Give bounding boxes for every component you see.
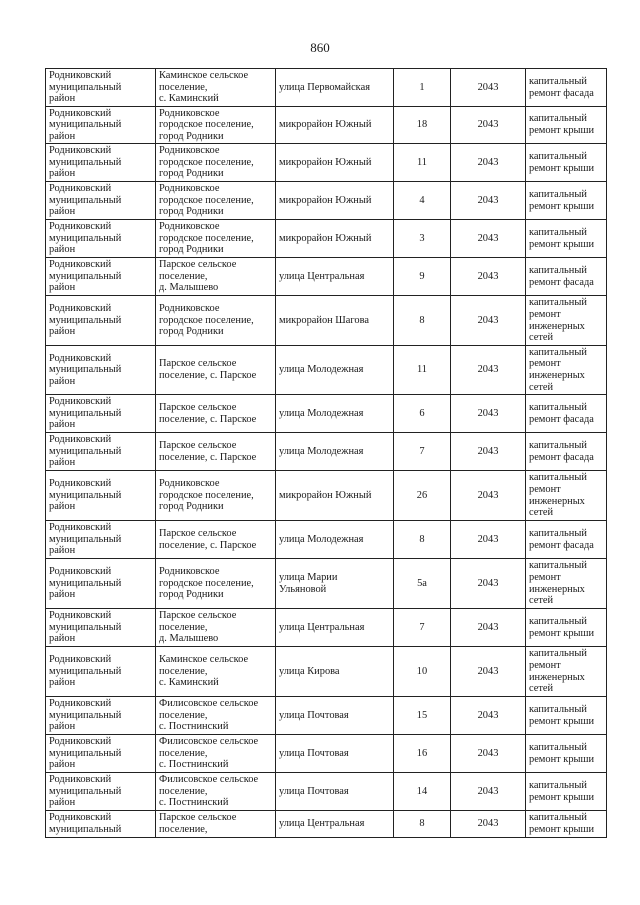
district-cell: Родниковский муниципальный район [46, 433, 156, 471]
street-cell: улица Молодежная [276, 346, 394, 395]
page-number: 860 [310, 40, 330, 55]
street-cell: микрорайон Южный [276, 220, 394, 258]
table-row [46, 144, 607, 182]
work-type-cell: капитальный ремонт инженерных сетей [526, 471, 607, 521]
year-cell: 2043 [451, 296, 526, 346]
district-cell: Родниковский муниципальный район [46, 395, 156, 433]
district-cell: Родниковский муниципальный район [46, 144, 156, 182]
district-cell: Родниковский муниципальный район [46, 69, 156, 107]
year-cell: 2043 [451, 697, 526, 735]
table-row [46, 471, 607, 521]
settlement-cell: Парское сельское поселение, с. Парское [156, 346, 276, 395]
table-row [46, 735, 607, 773]
district-cell: Родниковский муниципальный район [46, 773, 156, 811]
house-number-cell: 15 [394, 697, 451, 735]
table-row [46, 773, 607, 811]
district-cell: Родниковский муниципальный район [46, 258, 156, 296]
settlement-cell: Родниковское городское поселение, город Родники [156, 220, 276, 258]
house-number-cell: 1 [394, 69, 451, 107]
year-cell: 2043 [451, 559, 526, 609]
street-cell: улица Молодежная [276, 433, 394, 471]
house-number-cell: 5а [394, 559, 451, 609]
house-number-cell: 11 [394, 144, 451, 182]
settlement-cell: Парское сельское поселение, с. Парское [156, 521, 276, 559]
house-number-cell: 8 [394, 811, 451, 838]
year-cell: 2043 [451, 811, 526, 838]
work-type-cell: капитальный ремонт инженерных сетей [526, 559, 607, 609]
district-cell: Родниковский муниципальный район [46, 697, 156, 735]
settlement-cell: Родниковское городское поселение, город Родники [156, 296, 276, 346]
settlement-cell: Каминское сельское поселение, с. Каминский [156, 69, 276, 107]
work-type-cell: капитальный ремонт инженерных сетей [526, 647, 607, 697]
street-cell: улица Молодежная [276, 521, 394, 559]
table-row [46, 697, 607, 735]
district-cell: Родниковский муниципальный район [46, 647, 156, 697]
settlement-cell: Родниковское городское поселение, город Родники [156, 144, 276, 182]
year-cell: 2043 [451, 144, 526, 182]
table-row [46, 69, 607, 107]
house-number-cell: 9 [394, 258, 451, 296]
street-cell: микрорайон Южный [276, 144, 394, 182]
house-number-cell: 4 [394, 182, 451, 220]
street-cell: микрорайон Южный [276, 107, 394, 144]
work-type-cell: капитальный ремонт крыши [526, 144, 607, 182]
work-type-cell: капитальный ремонт фасада [526, 433, 607, 471]
table-row [46, 182, 607, 220]
housing-repair-table [45, 68, 607, 838]
year-cell: 2043 [451, 220, 526, 258]
settlement-cell: Парское сельское поселение, д. Малышево [156, 609, 276, 647]
year-cell: 2043 [451, 773, 526, 811]
district-cell: Родниковский муниципальный район [46, 296, 156, 346]
street-cell: микрорайон Южный [276, 182, 394, 220]
year-cell: 2043 [451, 69, 526, 107]
table-row [46, 559, 607, 609]
district-cell: Родниковский муниципальный район [46, 609, 156, 647]
settlement-cell: Парское сельское поселение, с. Парское [156, 433, 276, 471]
work-type-cell: капитальный ремонт фасада [526, 258, 607, 296]
street-cell: улица Центральная [276, 811, 394, 838]
district-cell: Родниковский муниципальный район [46, 107, 156, 144]
street-cell: улица Почтовая [276, 697, 394, 735]
year-cell: 2043 [451, 107, 526, 144]
table-row [46, 258, 607, 296]
settlement-cell: Родниковское городское поселение, город Родники [156, 559, 276, 609]
street-cell: улица Почтовая [276, 735, 394, 773]
table-row [46, 521, 607, 559]
year-cell: 2043 [451, 258, 526, 296]
work-type-cell: капитальный ремонт крыши [526, 182, 607, 220]
settlement-cell: Филисовское сельское поселение, с. Постнинский [156, 697, 276, 735]
work-type-cell: капитальный ремонт фасада [526, 521, 607, 559]
year-cell: 2043 [451, 735, 526, 773]
work-type-cell: капитальный ремонт инженерных сетей [526, 346, 607, 395]
house-number-cell: 3 [394, 220, 451, 258]
house-number-cell: 7 [394, 609, 451, 647]
street-cell: улица Центральная [276, 258, 394, 296]
house-number-cell: 18 [394, 107, 451, 144]
work-type-cell: капитальный ремонт фасада [526, 395, 607, 433]
street-cell: улица Почтовая [276, 773, 394, 811]
year-cell: 2043 [451, 346, 526, 395]
street-cell: микрорайон Южный [276, 471, 394, 521]
house-number-cell: 26 [394, 471, 451, 521]
street-cell: улица Центральная [276, 609, 394, 647]
year-cell: 2043 [451, 647, 526, 697]
house-number-cell: 7 [394, 433, 451, 471]
work-type-cell: капитальный ремонт крыши [526, 609, 607, 647]
work-type-cell: капитальный ремонт крыши [526, 811, 607, 838]
house-number-cell: 10 [394, 647, 451, 697]
street-cell: улица Кирова [276, 647, 394, 697]
settlement-cell: Филисовское сельское поселение, с. Постнинский [156, 735, 276, 773]
district-cell: Родниковский муниципальный район [46, 182, 156, 220]
work-type-cell: капитальный ремонт крыши [526, 107, 607, 144]
work-type-cell: капитальный ремонт крыши [526, 220, 607, 258]
settlement-cell: Родниковское городское поселение, город Родники [156, 182, 276, 220]
house-number-cell: 6 [394, 395, 451, 433]
table-row [46, 107, 607, 144]
district-cell: Родниковский муниципальный район [46, 471, 156, 521]
table-row [46, 395, 607, 433]
house-number-cell: 16 [394, 735, 451, 773]
district-cell: Родниковский муниципальный район [46, 220, 156, 258]
work-type-cell: капитальный ремонт крыши [526, 735, 607, 773]
table-row [46, 346, 607, 395]
house-number-cell: 8 [394, 521, 451, 559]
settlement-cell: Парское сельское поселение, с. Парское [156, 395, 276, 433]
district-cell: Родниковский муниципальный район [46, 559, 156, 609]
street-cell: микрорайон Шагова [276, 296, 394, 346]
street-cell: улица Первомайская [276, 69, 394, 107]
house-number-cell: 8 [394, 296, 451, 346]
work-type-cell: капитальный ремонт фасада [526, 69, 607, 107]
work-type-cell: капитальный ремонт крыши [526, 773, 607, 811]
district-cell: Родниковский муниципальный [46, 811, 156, 838]
table-row [46, 220, 607, 258]
house-number-cell: 14 [394, 773, 451, 811]
district-cell: Родниковский муниципальный район [46, 346, 156, 395]
table-row [46, 296, 607, 346]
table-row [46, 647, 607, 697]
settlement-cell: Парское сельское поселение, [156, 811, 276, 838]
year-cell: 2043 [451, 521, 526, 559]
work-type-cell: капитальный ремонт инженерных сетей [526, 296, 607, 346]
settlement-cell: Парское сельское поселение, д. Малышево [156, 258, 276, 296]
district-cell: Родниковский муниципальный район [46, 521, 156, 559]
table-row [46, 433, 607, 471]
settlement-cell: Филисовское сельское поселение, с. Постнинский [156, 773, 276, 811]
settlement-cell: Родниковское городское поселение, город Родники [156, 471, 276, 521]
settlement-cell: Родниковское городское поселение, город Родники [156, 107, 276, 144]
year-cell: 2043 [451, 182, 526, 220]
year-cell: 2043 [451, 395, 526, 433]
district-cell: Родниковский муниципальный район [46, 735, 156, 773]
street-cell: улица Марии Ульяновой [276, 559, 394, 609]
settlement-cell: Каминское сельское поселение, с. Каминский [156, 647, 276, 697]
house-number-cell: 11 [394, 346, 451, 395]
street-cell: улица Молодежная [276, 395, 394, 433]
year-cell: 2043 [451, 433, 526, 471]
table-row [46, 609, 607, 647]
year-cell: 2043 [451, 609, 526, 647]
table-row [46, 811, 607, 838]
year-cell: 2043 [451, 471, 526, 521]
work-type-cell: капитальный ремонт крыши [526, 697, 607, 735]
